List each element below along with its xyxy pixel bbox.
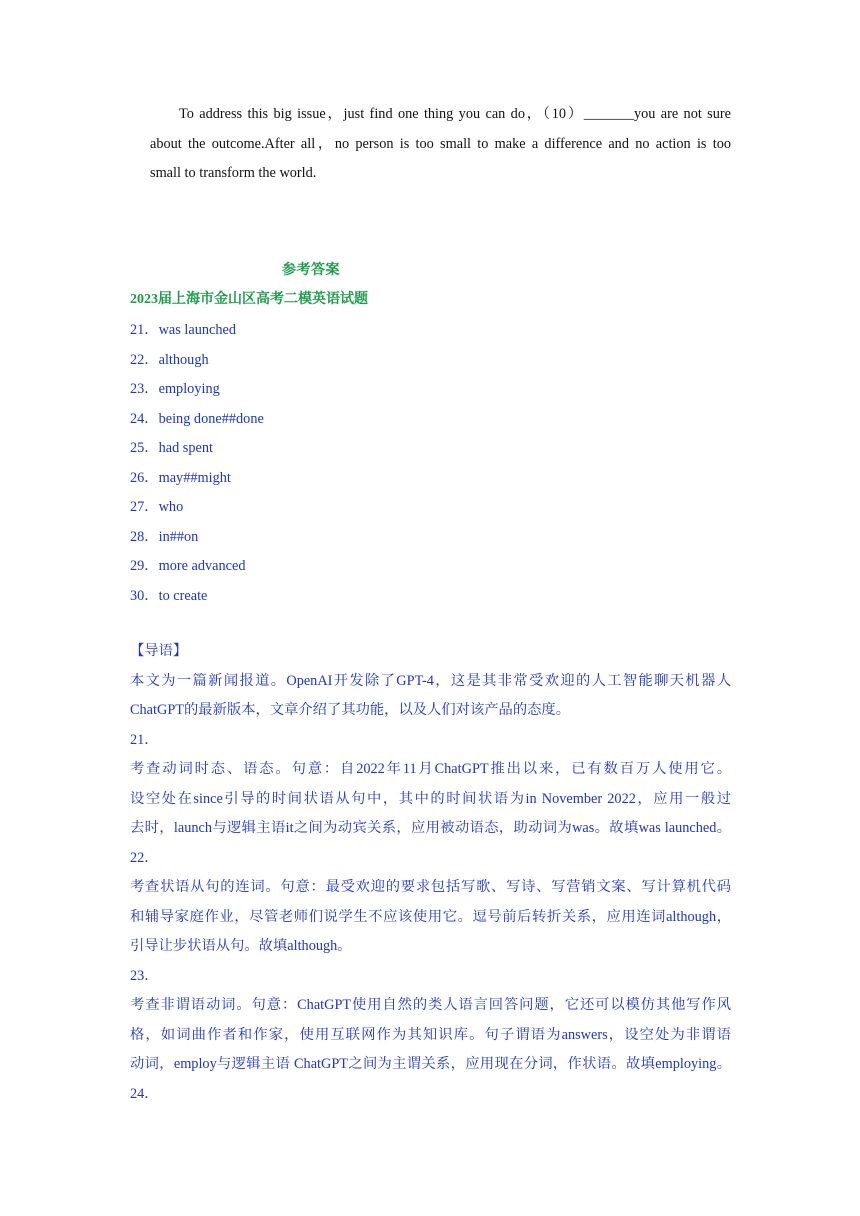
answer-item: [130, 316, 264, 346]
question-21-number: 21．: [130, 731, 159, 748]
question-23-line-2: 格，如词曲作者和作家，使用互联网作为其知识库。句子谓语为answers，设空处为非谓语: [130, 1026, 731, 1043]
passage-line-2: about the outcome.After all，no person is too small to make a difference and no action is too: [150, 135, 731, 152]
answer-text: had spent: [158, 440, 213, 456]
answer-number: 26．: [130, 469, 159, 486]
answer-text: who: [158, 499, 184, 515]
answer-text: being done##done: [158, 410, 264, 427]
answer-number: 27．: [130, 499, 159, 515]
answer-number: 25．: [130, 440, 159, 456]
answer-item: [130, 346, 264, 376]
passage-line-1: To address this big issue，just find one thing you can do，（10）_______you are not sure: [179, 106, 731, 122]
answer-text: to create: [158, 587, 208, 604]
question-21-line-1: 考查动词时态、语态。句意：自2022年11月ChatGPT推出以来，已有数百万人使用它。: [130, 761, 731, 777]
guide-line-2: ChatGPT的最新版本，文章介绍了其功能，以及人们对该产品的态度。: [130, 702, 571, 718]
question-22-line-2: 和辅导家庭作业，尽管老师们说学生不应该使用它。逗号前后转折关系，应用连词although，: [130, 908, 731, 925]
exam-title: 2023届上海市金山区高考二模英语试题: [130, 292, 368, 307]
question-23-number: 23．: [130, 967, 159, 984]
answer-number: 23．: [130, 381, 159, 397]
answer-text: may##might: [158, 469, 231, 486]
answer-item: [130, 375, 264, 405]
question-23-line-3: 动词，employ与逻辑主语 ChatGPT之间为主谓关系，应用现在分词，作状语。故填employing。: [130, 1056, 731, 1072]
answer-text: employing: [158, 381, 220, 397]
answer-number: 24．: [130, 410, 159, 427]
question-21-line-3: 去时，launch与逻辑主语it之间为动宾关系，应用被动语态，助动词为was。故填was launched。: [130, 820, 731, 836]
question-24-number: 24．: [130, 1085, 159, 1102]
question-23-line-1: 考查非谓语动词。句意：ChatGPT使用自然的类人语言回答问题，它还可以模仿其他写作风: [130, 997, 731, 1013]
answer-text: although: [158, 351, 209, 368]
explanation-section: [130, 637, 731, 1109]
answer-item: [130, 405, 264, 435]
answer-item: [130, 523, 264, 553]
passage-paragraph: [150, 100, 731, 189]
answer-item: [130, 434, 264, 464]
answer-list: [130, 316, 264, 611]
answer-item: [130, 552, 264, 582]
answer-number: 28．: [130, 528, 159, 545]
answer-item: [130, 464, 264, 494]
passage-line-3: small to transform the world.: [150, 165, 317, 181]
guide-line-1: 本文为一篇新闻报道。OpenAI开发除了GPT-4，这是其非常受欢迎的人工智能聊天机器人: [130, 672, 731, 689]
question-22-line-3: 引导让步状语从句。故填although。: [130, 938, 352, 954]
answer-number: 22．: [130, 351, 159, 368]
guide-label: 【导语】: [130, 643, 188, 659]
question-21-line-2: 设空处在since引导的时间状语从句中，其中的时间状语为in November 2022，应用一般过: [130, 790, 731, 807]
answer-text: in##on: [158, 528, 199, 545]
answer-item: [130, 582, 264, 612]
answer-text: was launched: [158, 322, 237, 338]
question-22-number: 22．: [130, 849, 159, 866]
question-22-line-1: 考查状语从句的连词。句意：最受欢迎的要求包括写歌、写诗、写营销文案、写计算机代码: [130, 879, 731, 895]
answer-number: 30．: [130, 587, 159, 604]
answer-item: [130, 493, 264, 523]
answer-text: more advanced: [158, 558, 246, 574]
answer-number: 29．: [130, 558, 159, 574]
answers-heading: 参考答案: [282, 262, 340, 278]
answer-number: 21．: [130, 322, 159, 338]
